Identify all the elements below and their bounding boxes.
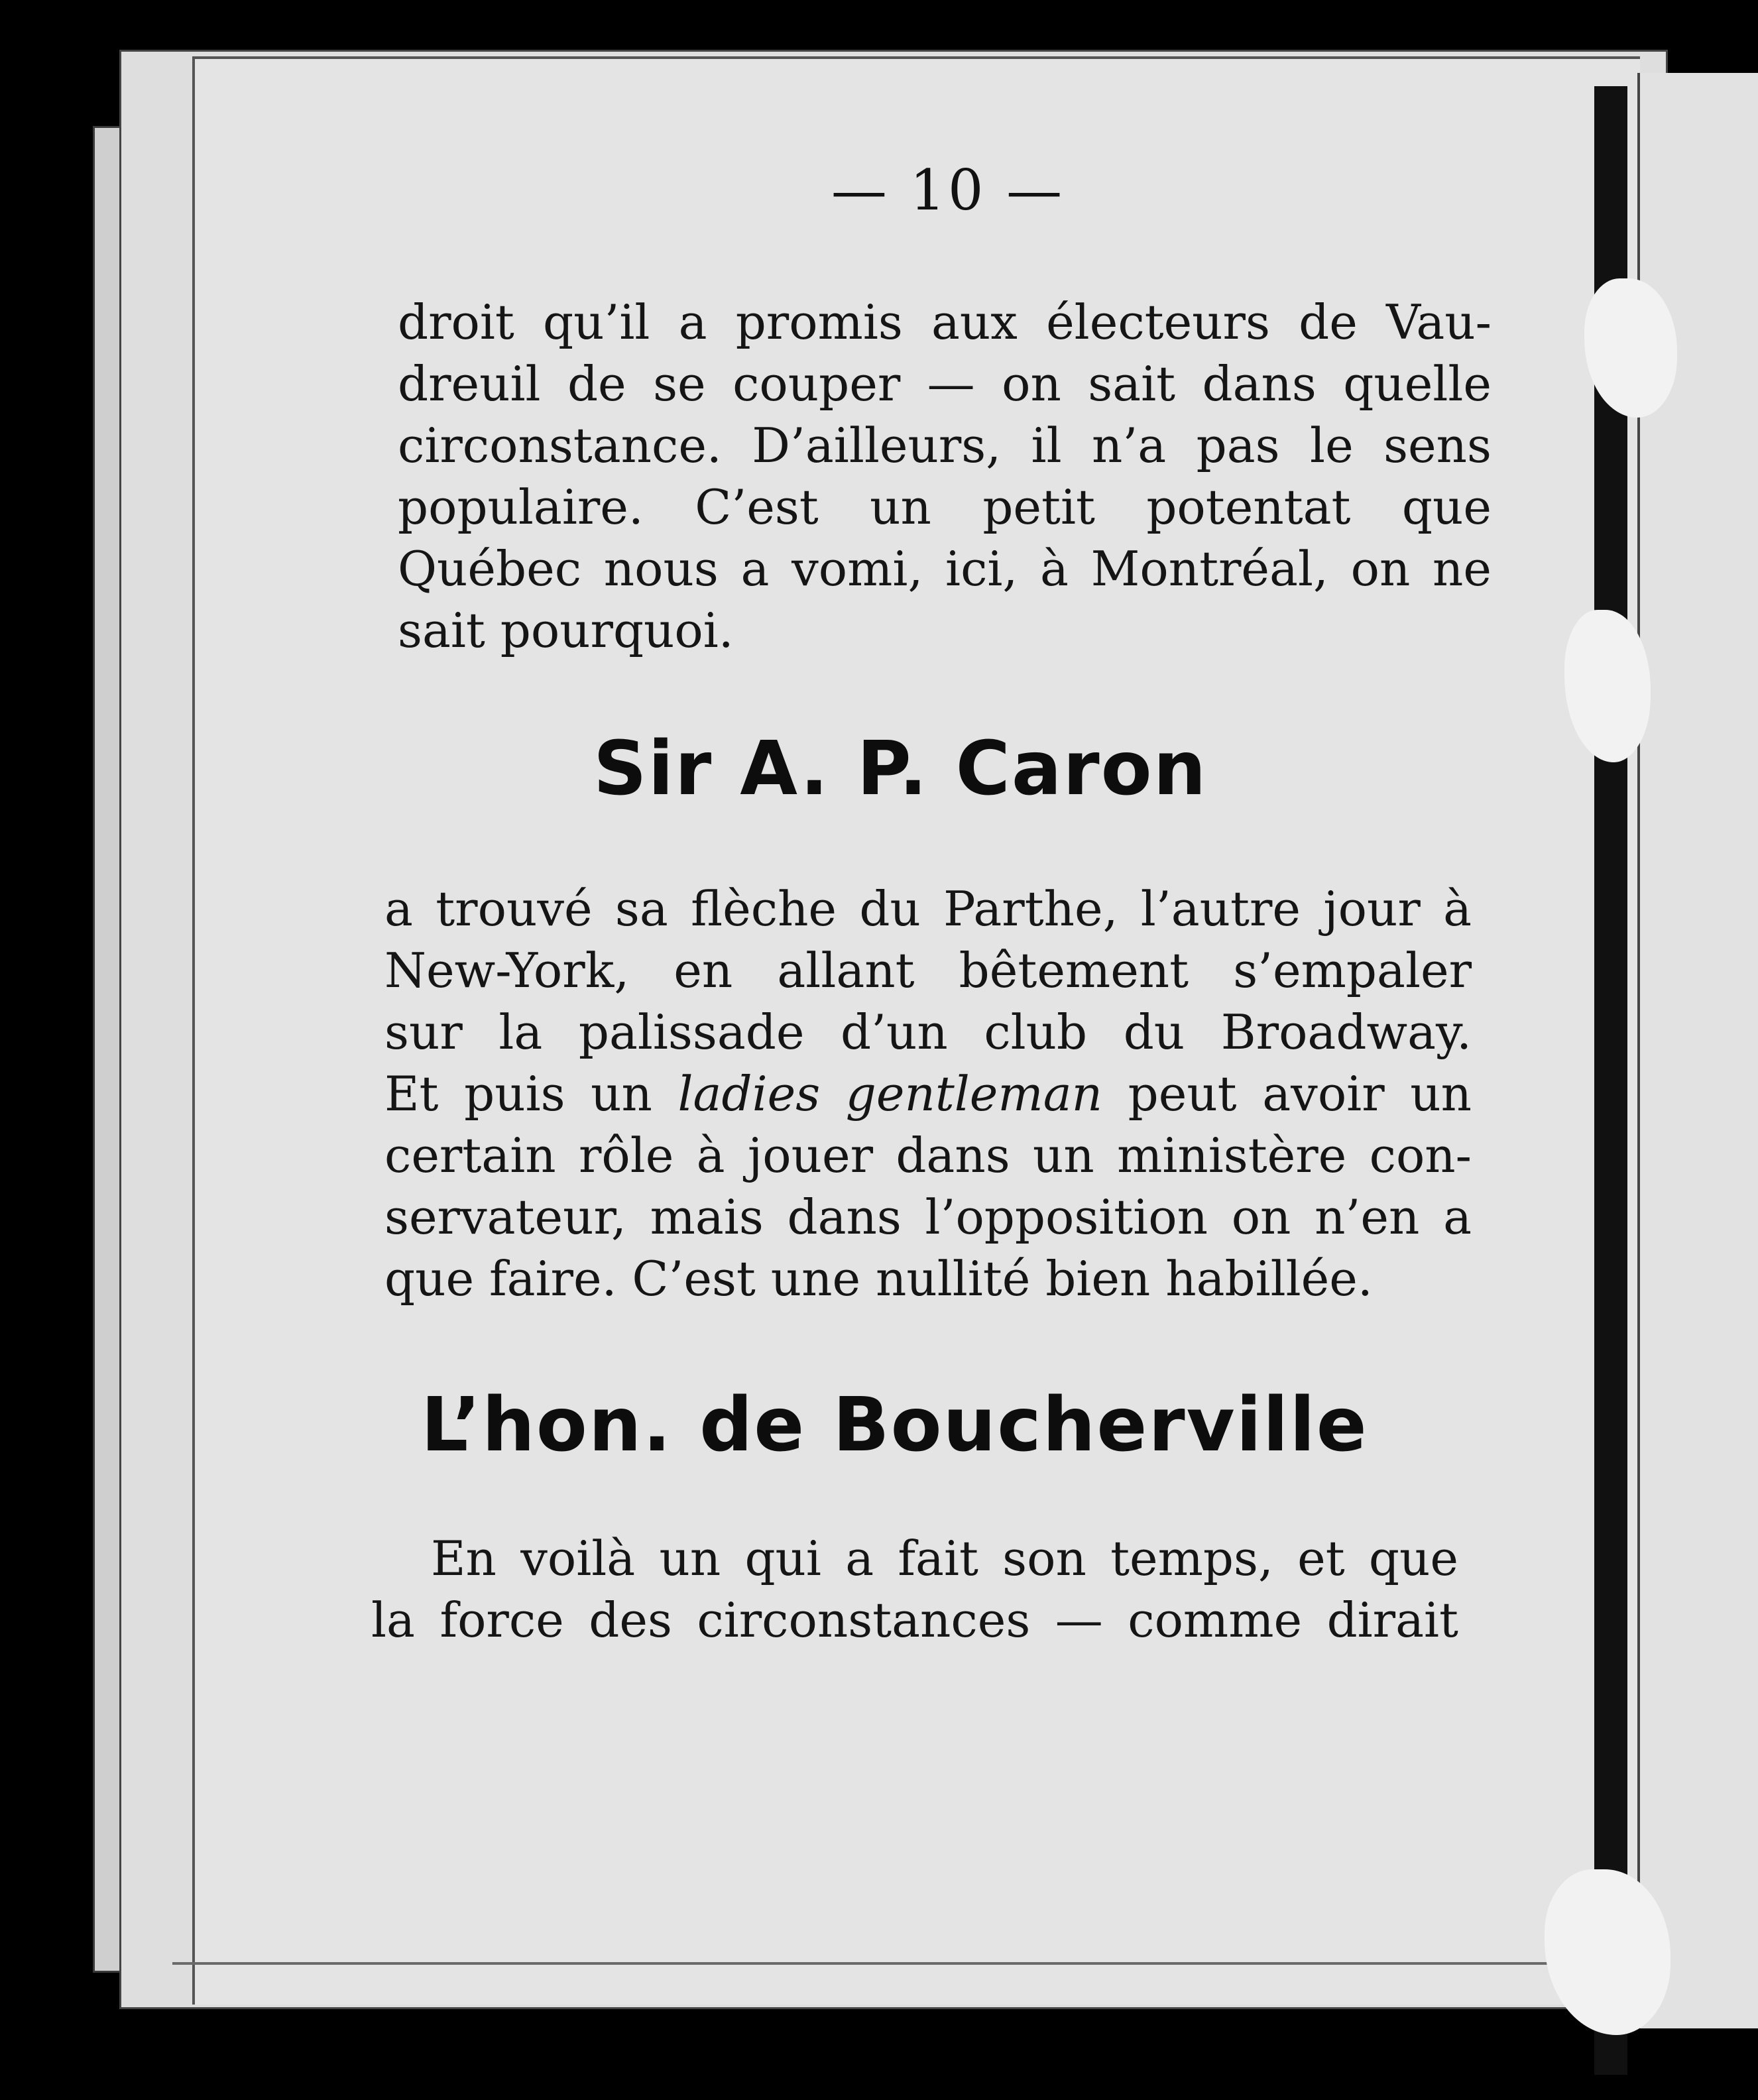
text-line: En voilà un qui a fait son temps, et que xyxy=(431,1531,1458,1586)
section-heading-caron: Sir A. P. Caron xyxy=(593,726,1208,812)
text-line: circonstance. D’ailleurs, il n’a pas le sens xyxy=(398,418,1492,473)
section-heading-boucherville: L’hon. de Boucherville xyxy=(421,1382,1368,1468)
page-bottom-edge xyxy=(172,1962,1684,1965)
text-line: a trouvé sa flèche du Parthe, l’autre jour à xyxy=(384,881,1472,937)
text-line: que faire. C’est une nullité bien habillée. xyxy=(384,1251,1373,1307)
text-fragment: peut avoir un xyxy=(1102,1066,1472,1122)
paragraph-2 xyxy=(384,878,1472,1310)
text-line: sur la palissade d’un club du Broadway. xyxy=(384,1004,1472,1060)
text-line-with-italic xyxy=(384,1063,1472,1125)
text-line: droit qu’il a promis aux électeurs de Vau- xyxy=(398,294,1492,350)
text-line: la force des circonstances — comme dirait xyxy=(371,1592,1458,1648)
italic-phrase: ladies gentleman xyxy=(677,1066,1102,1122)
text-fragment: Et puis un xyxy=(384,1066,678,1122)
text-line: New-York, en allant bêtement s’empaler xyxy=(384,943,1472,998)
text-line: sait pourquoi. xyxy=(398,603,734,658)
page-number: — 10 — xyxy=(831,158,1065,223)
text-line: servateur, mais dans l’opposition on n’en a xyxy=(384,1189,1472,1245)
text-line: certain rôle à jouer dans un ministère con- xyxy=(384,1128,1472,1183)
text-line: Québec nous a vomi, ici, à Montréal, on ne xyxy=(398,541,1492,597)
paragraph-3 xyxy=(371,1528,1458,1651)
paragraph-1 xyxy=(398,292,1492,662)
text-line: populaire. C’est un petit potentat que xyxy=(398,479,1492,535)
text-line: dreuil de se couper — on sait dans quelle xyxy=(398,356,1492,412)
